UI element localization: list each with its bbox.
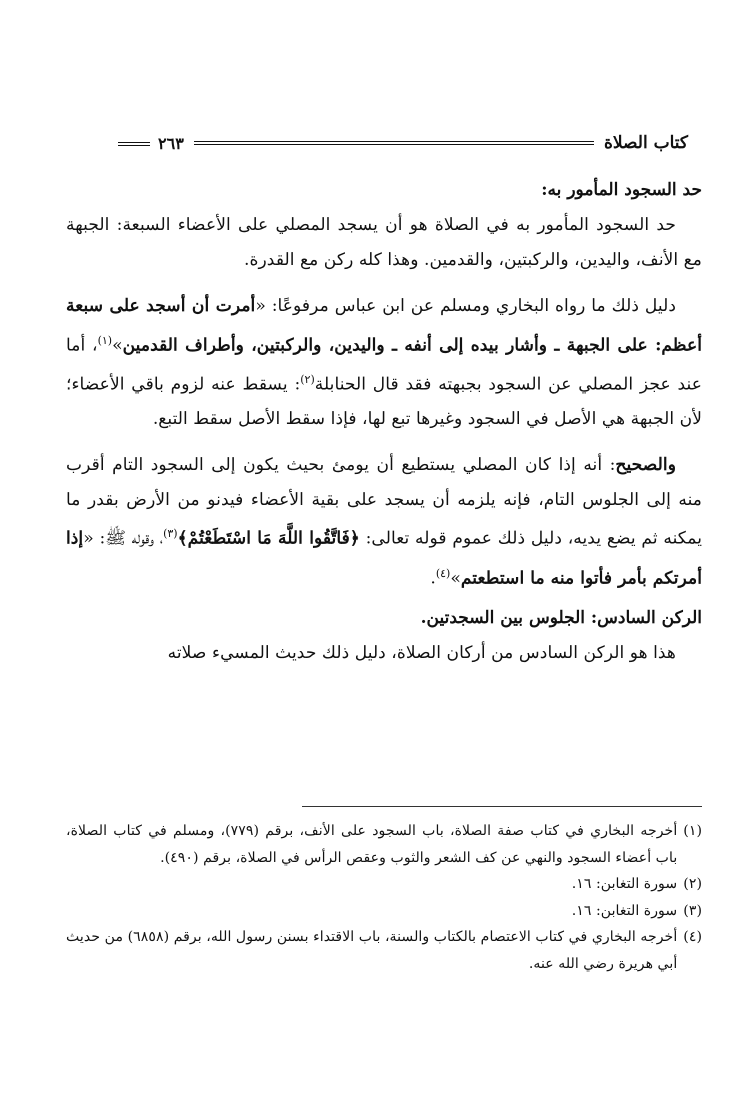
p2-e: : يسقط عنه لزوم باقي الأعضاء؛ لأن الجبهة هي الأصل في السجود وغيرها تبع لها، فإذا سقط الأصل سقط التبع. bbox=[66, 374, 702, 429]
footnote-ref-2[interactable]: (٢) bbox=[300, 372, 315, 386]
p3-d: ، وقوله ﷺ: « bbox=[83, 529, 164, 550]
header-rule bbox=[194, 141, 594, 145]
p2-d: ، أما عند عجز المصلي عن السجود بجبهته فقد قال الحنابلة bbox=[66, 335, 702, 395]
p3-g: . bbox=[430, 568, 436, 589]
p3-a: والصحيح bbox=[615, 455, 676, 476]
footnote-text: سورة التغابن: ١٦. bbox=[571, 902, 678, 919]
footnotes bbox=[66, 818, 702, 977]
footnote-text: سورة التغابن: ١٦. bbox=[571, 876, 678, 892]
footnote-text: أخرجه البخاري في كتاب الاعتصام بالكتاب والسنة، باب الاقتداء بسنن رسول الله، برقم (٦٨٥٨) من حديث أبي هريرة رضي الله عنه. bbox=[66, 929, 678, 972]
footnote bbox=[66, 924, 702, 977]
book-title: كتاب الصلاة bbox=[603, 133, 688, 153]
page-number: ٢٦٣ bbox=[118, 134, 184, 153]
paragraph-1: حد السجود المأمور به في الصلاة هو أن يسجد المصلي على الأعضاء السبعة: الجبهة مع الأنف، واليدين، والركبتين، والقدمين. وهذا كله ركن مع القدرة. bbox=[66, 215, 702, 270]
footnote bbox=[66, 898, 702, 925]
footnote-number: (٤) bbox=[683, 929, 702, 945]
section-heading-sujud: حد السجود المأمور به: bbox=[541, 180, 702, 200]
p2-c: » bbox=[112, 335, 123, 356]
p3-f: » bbox=[450, 568, 461, 589]
page-header bbox=[118, 128, 688, 158]
footnote-number: (١) bbox=[683, 823, 702, 839]
main-text bbox=[66, 170, 702, 682]
footnote-ref-4[interactable]: (٤) bbox=[435, 566, 451, 580]
footnote-number: (٢) bbox=[683, 876, 702, 892]
quran-verse: ﴿فَاتَّقُوا اللَّهَ مَا اسْتَطَعْتُمْ﴾ bbox=[177, 529, 360, 550]
section-heading-julus: الركن السادس: الجلوس بين السجدتين. bbox=[420, 607, 702, 628]
paragraph-2 bbox=[66, 289, 702, 436]
footnote-ref-1[interactable]: (١) bbox=[97, 333, 113, 347]
paragraph-4: هذا هو الركن السادس من أركان الصلاة، دليل ذلك حديث المسيء صلاته bbox=[167, 642, 676, 663]
footnote bbox=[66, 818, 702, 871]
footnote-number: (٣) bbox=[683, 902, 702, 919]
footnote-text: أخرجه البخاري في كتاب صفة الصلاة، باب السجود على الأنف، برقم (٧٧٩)، ومسلم في كتاب الصلاة، باب أعضاء السجود والنهي عن كف الشعر والثوب وعقص الرأس في الصلاة، برقم (٤٩٠). bbox=[66, 823, 678, 866]
footnote-divider bbox=[302, 806, 702, 807]
p2-a: دليل ذلك ما رواه البخاري ومسلم عن ابن عباس مرفوعًا: « bbox=[255, 296, 676, 316]
hadith-quote-2: إذا أمرتكم بأمر فأتوا منه ما استطعتم bbox=[66, 529, 702, 589]
p3-b: : أنه إذا كان المصلي يستطيع أن يومئ بحيث يكون إلى السجود التام أقرب منه إلى الجلوس التام، فإنه يلزمه أن يسجد على بقية الأعضاء فيدنو من الأرض بقدر ما يمكنه ثم يضع يديه، دليل ذلك عموم قوله تعالى: bbox=[66, 455, 703, 550]
paragraph-3 bbox=[66, 448, 702, 595]
hadith-quote-1: أمرت أن أسجد على سبعة أعظم: على الجبهة ـ وأشار بيده إلى أنفه ـ واليدين، والركبتين، وأطراف القدمين bbox=[66, 296, 702, 356]
footnote bbox=[66, 871, 702, 898]
footnote-ref-3[interactable]: (٣) bbox=[163, 527, 178, 541]
